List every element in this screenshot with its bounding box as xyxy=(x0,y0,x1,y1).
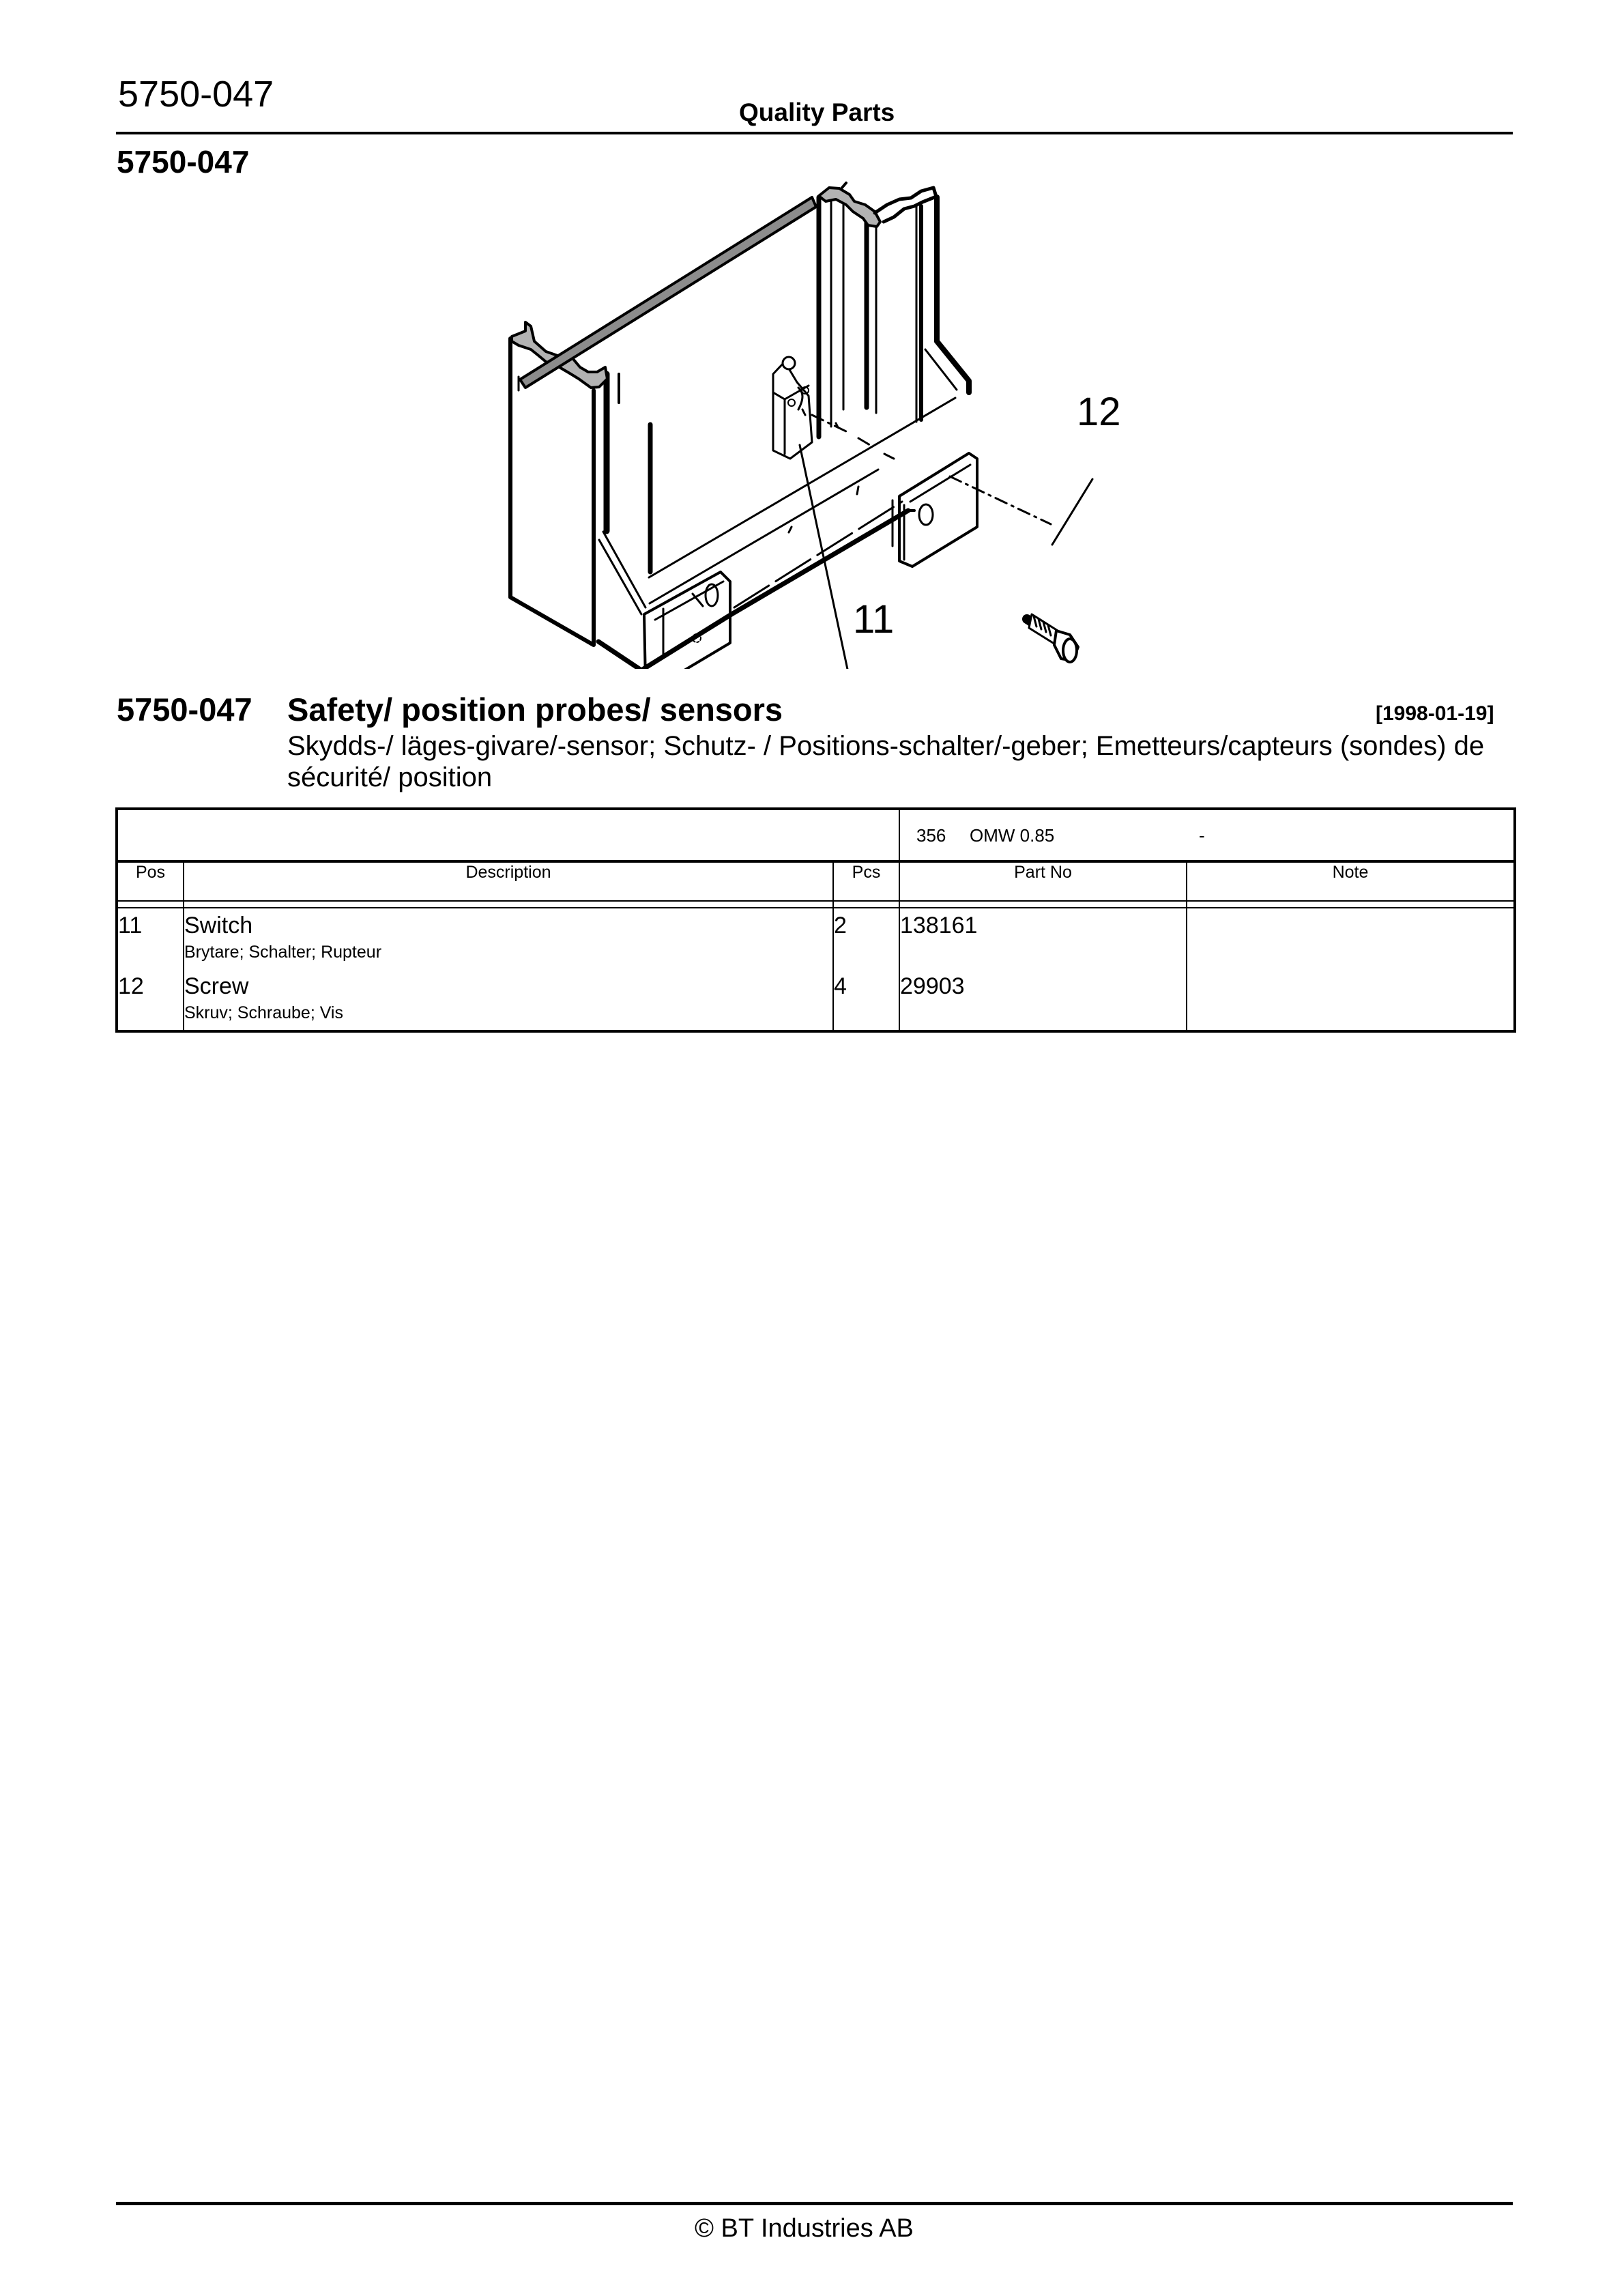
table-row xyxy=(117,969,1515,1031)
row-description: Screw xyxy=(184,973,249,999)
model-name: OMW 0.85 xyxy=(970,825,1055,846)
column-header-part-no: Part No xyxy=(899,861,1187,901)
parts-illustration xyxy=(478,177,1160,669)
section-date: [1998-01-19] xyxy=(1376,702,1494,725)
header-rule xyxy=(116,132,1513,134)
section-title: Safety/ position probes/ sensors xyxy=(287,691,783,728)
column-header-pcs: Pcs xyxy=(833,861,899,901)
row-pcs: 4 xyxy=(834,973,847,999)
footer-copyright: © BT Industries AB xyxy=(695,2214,914,2243)
row-note xyxy=(1187,969,1513,975)
column-header-note: Note xyxy=(1187,861,1515,901)
brand-title: Quality Parts xyxy=(739,98,895,126)
row-translations: Skruv; Schraube; Vis xyxy=(184,1003,343,1022)
parts-table xyxy=(115,807,1516,1033)
footer-rule xyxy=(116,2202,1513,2205)
section-subtitle-translations: Skydds-/ läges-givare/-sensor; Schutz- / Positions-schalter/-geber; Emetteurs/capteurs (sondes) de sécurité/ position xyxy=(287,731,1485,792)
leader-line-12 xyxy=(1052,479,1092,545)
document-code: 5750-047 xyxy=(118,74,274,115)
model-info-cell xyxy=(899,809,1515,861)
row-description: Switch xyxy=(184,913,253,938)
switch-part xyxy=(773,357,812,459)
header-separator xyxy=(117,901,1515,908)
table-header xyxy=(117,861,1515,901)
model-info-blank xyxy=(117,809,899,861)
section-code-heading: 5750-047 xyxy=(117,144,250,180)
section-code: 5750-047 xyxy=(117,691,252,728)
row-part-no[interactable]: 138161 xyxy=(900,913,978,938)
column-header-pos: Pos xyxy=(117,861,184,901)
channel-uprights xyxy=(819,183,937,437)
column-header-description: Description xyxy=(184,861,833,901)
model-range: - xyxy=(1199,825,1205,846)
screw-part xyxy=(1027,614,1078,662)
row-pos: 12 xyxy=(118,973,144,999)
callout-11: 11 xyxy=(853,597,895,642)
row-translations: Brytare; Schalter; Rupteur xyxy=(184,943,382,962)
row-pcs: 2 xyxy=(834,913,847,938)
callout-12: 12 xyxy=(1077,390,1121,434)
left-panel xyxy=(510,322,650,645)
row-pos: 11 xyxy=(118,913,143,938)
top-edge-strip xyxy=(519,197,816,390)
model-info-row xyxy=(117,809,1515,861)
model-serial: 356 xyxy=(916,825,946,846)
row-note xyxy=(1187,908,1513,914)
row-part-no[interactable]: 29903 xyxy=(900,973,965,999)
table-row xyxy=(117,908,1515,969)
